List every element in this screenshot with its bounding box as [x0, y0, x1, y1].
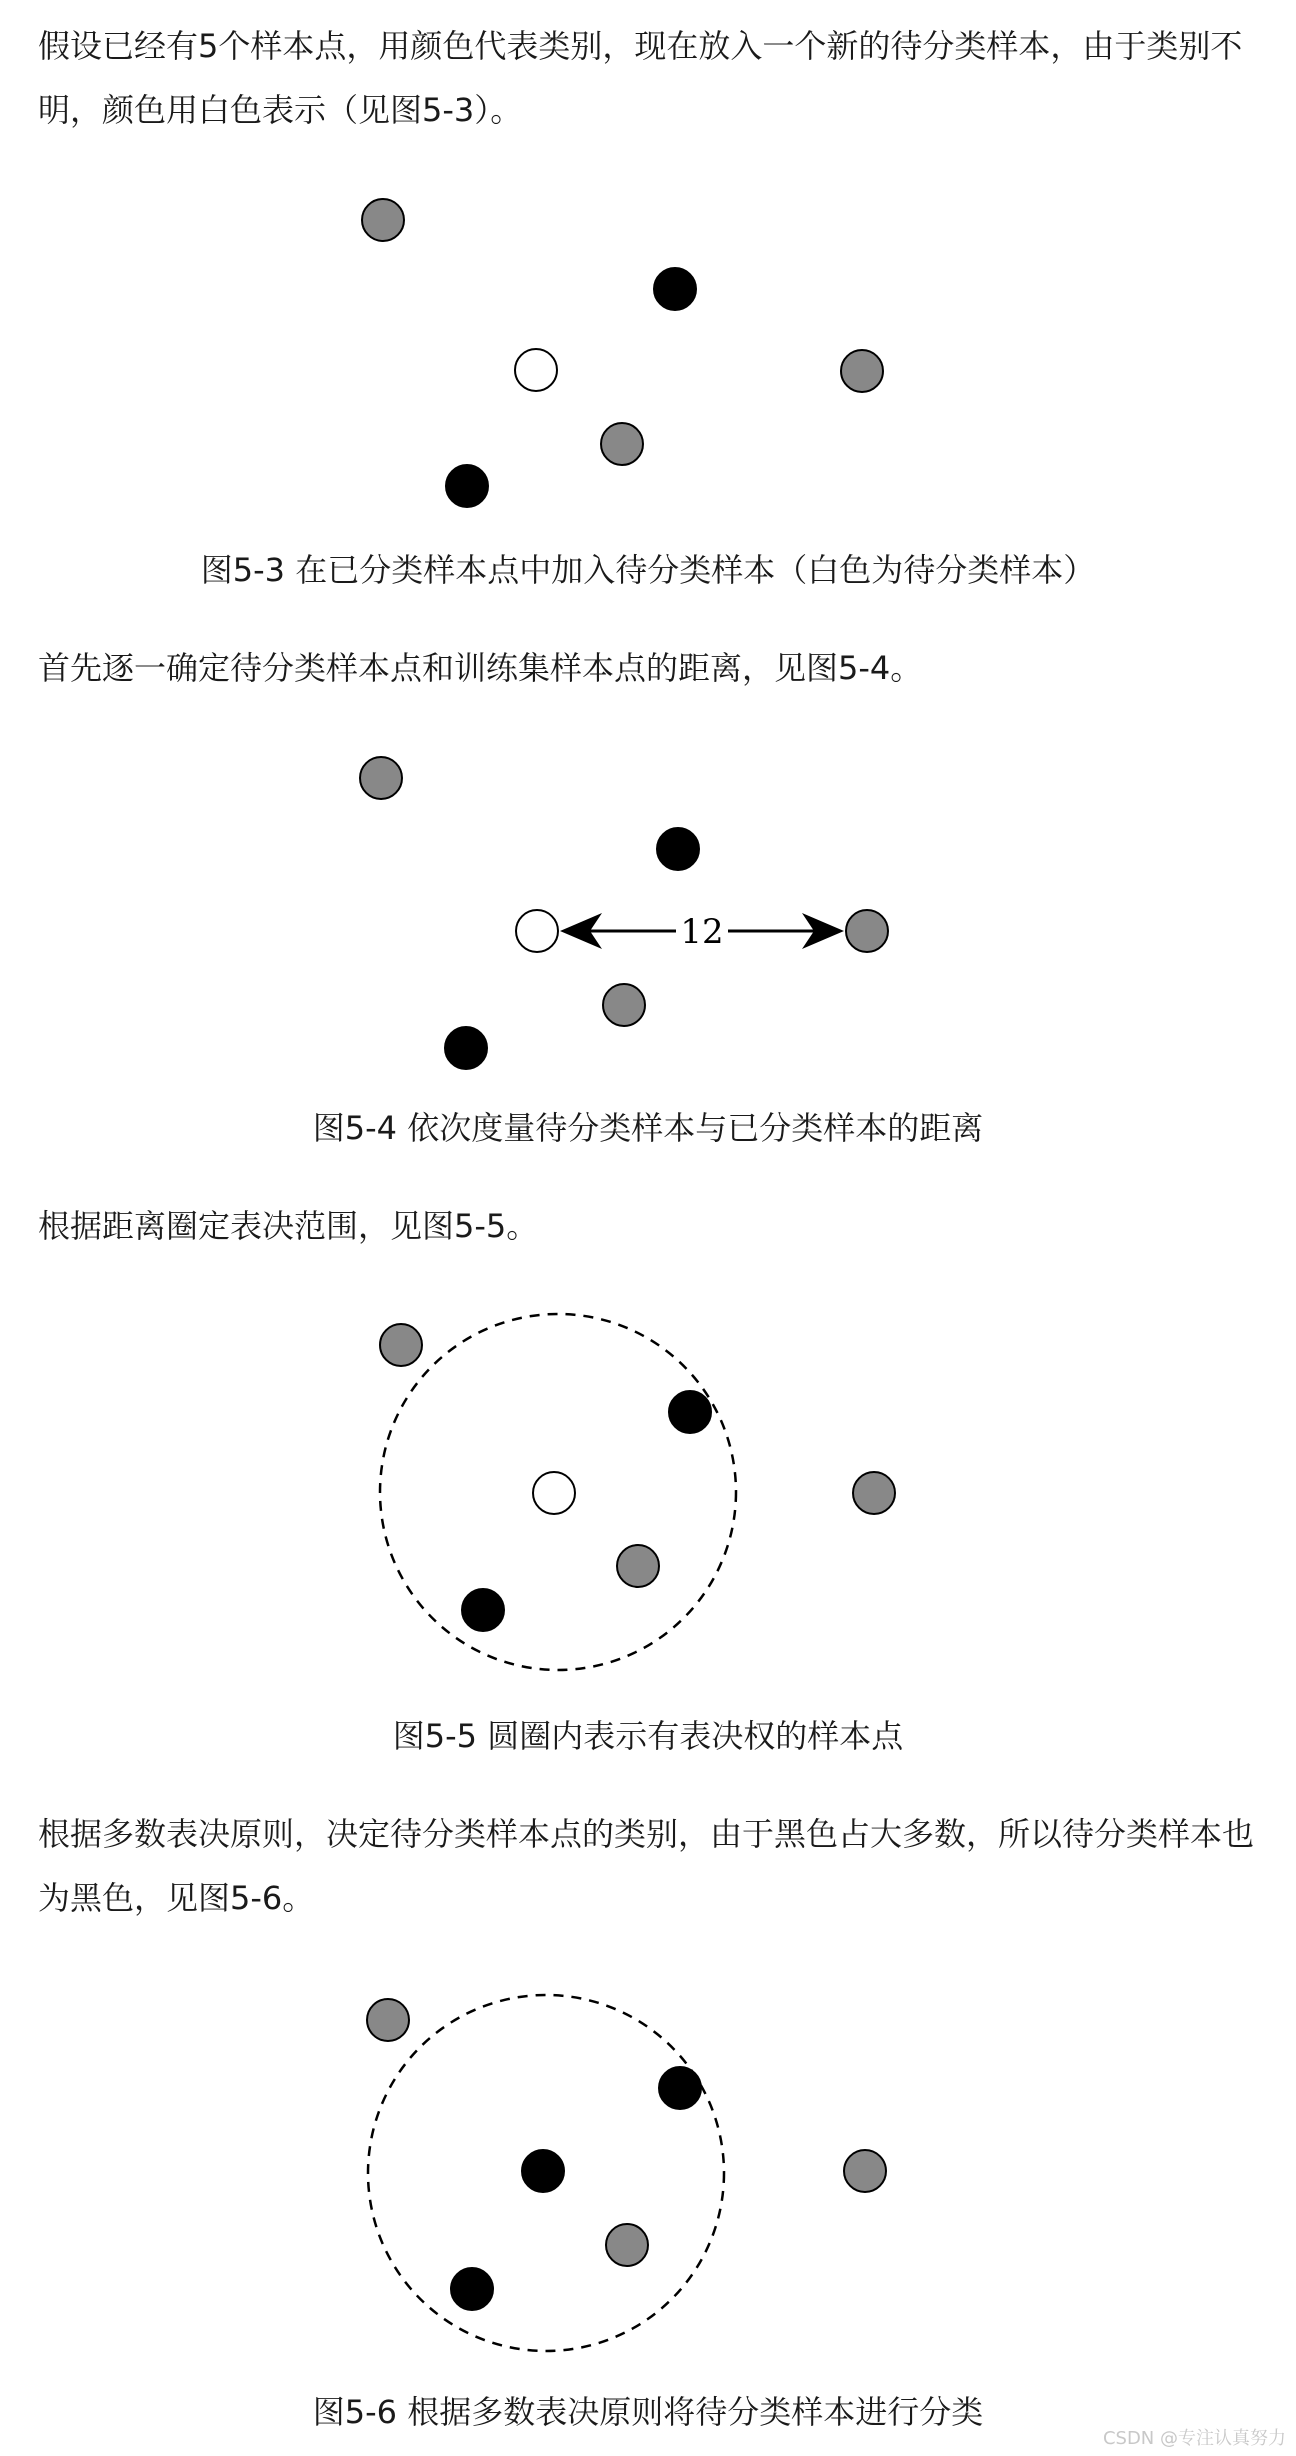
- sample-point-gray: [380, 1324, 422, 1366]
- step3-paragraph: 根据多数表决原则，决定待分类样本点的类别，由于黑色占大多数，所以待分类样本也为黑色，见图5-6。: [38, 1815, 1255, 1917]
- sample-point-gray: [853, 1472, 895, 1514]
- unclassified-point: [533, 1472, 575, 1514]
- sample-point-gray: [362, 199, 404, 241]
- classified-point-black: [522, 2150, 564, 2192]
- unclassified-point: [516, 910, 558, 952]
- sample-point-black: [657, 828, 699, 870]
- figure-5-3: [0, 180, 1296, 520]
- sample-point-black: [659, 2067, 701, 2109]
- distance-label: 12: [680, 912, 724, 952]
- sample-point-gray: [360, 757, 402, 799]
- sample-point-gray: [367, 1999, 409, 2041]
- sample-point-gray: [841, 350, 883, 392]
- step1-paragraph: 首先逐一确定待分类样本点和训练集样本点的距离，见图5-4。: [38, 649, 923, 687]
- sample-point-black: [446, 465, 488, 507]
- unclassified-point: [515, 349, 557, 391]
- figure-5-4-caption: 图5-4 依次度量待分类样本与已分类样本的距离: [312, 1109, 984, 1147]
- sample-point-gray: [844, 2150, 886, 2192]
- figure-5-6-caption: 图5-6 根据多数表决原则将待分类样本进行分类: [312, 2393, 984, 2431]
- sample-point-black: [451, 2268, 493, 2310]
- figure-5-6: [0, 1975, 1296, 2365]
- sample-point-black: [462, 1589, 504, 1631]
- sample-point-gray: [846, 910, 888, 952]
- figure-5-4: [0, 740, 1296, 1080]
- sample-point-black: [445, 1027, 487, 1069]
- figure-5-5: [0, 1300, 1296, 1690]
- figure-5-5-caption: 图5-5 圆圈内表示有表决权的样本点: [392, 1717, 904, 1755]
- sample-point-gray: [603, 984, 645, 1026]
- watermark: CSDN @专注认真努力: [1102, 2428, 1286, 2449]
- sample-point-gray: [601, 423, 643, 465]
- sample-point-black: [669, 1391, 711, 1433]
- sample-point-black: [654, 268, 696, 310]
- figure-5-3-caption: 图5-3 在已分类样本点中加入待分类样本（白色为待分类样本）: [200, 551, 1096, 589]
- sample-point-gray: [617, 1545, 659, 1587]
- intro-paragraph: 假设已经有5个样本点，用颜色代表类别，现在放入一个新的待分类样本，由于类别不明，颜色用白色表示（见图5-3）。: [38, 27, 1243, 129]
- sample-point-gray: [606, 2224, 648, 2266]
- step2-paragraph: 根据距离圈定表决范围，见图5-5。: [38, 1207, 539, 1245]
